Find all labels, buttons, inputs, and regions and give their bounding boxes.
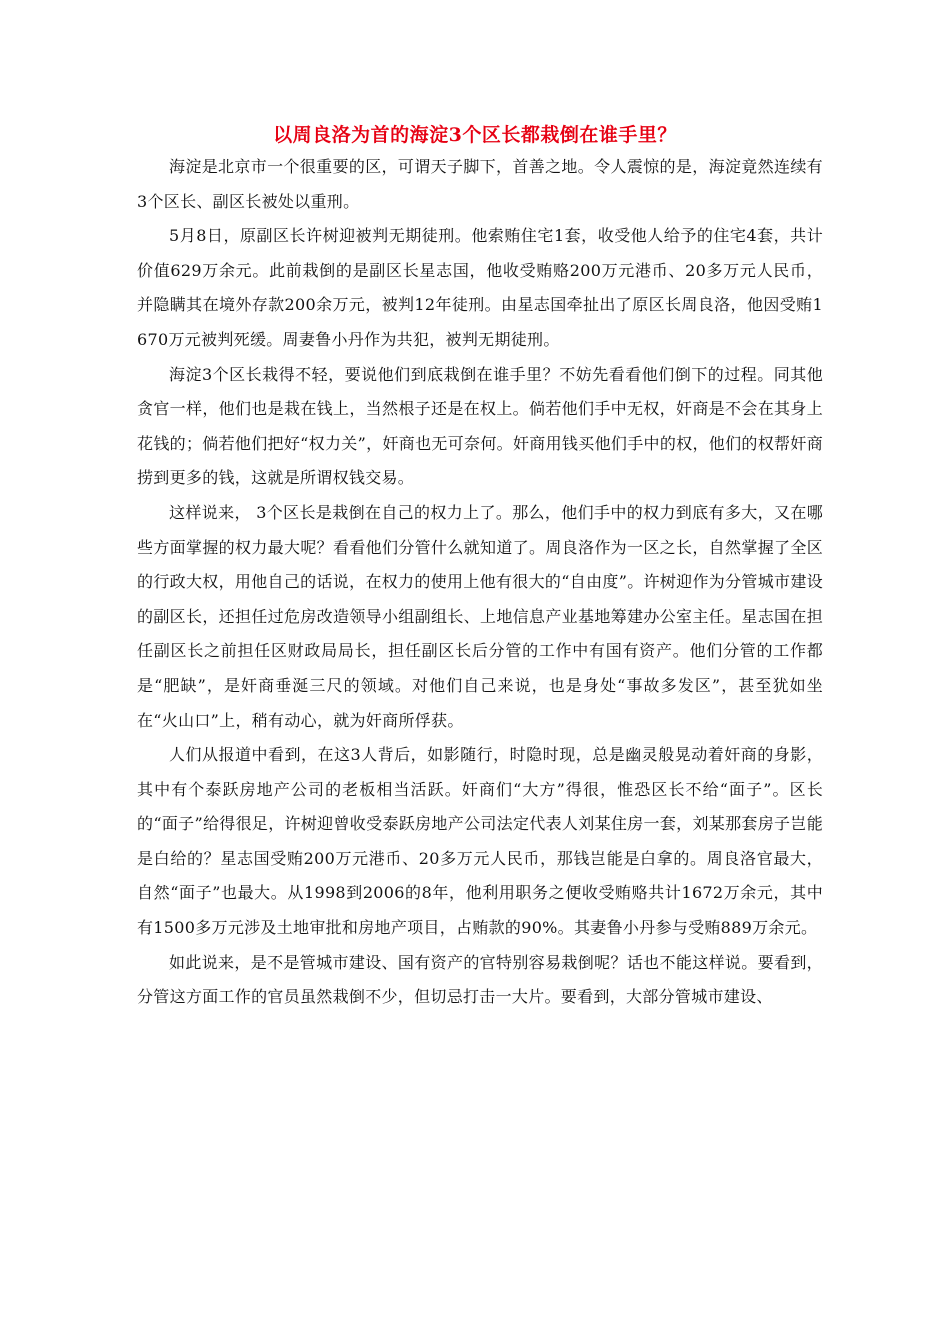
paragraph-5: 人们从报道中看到，在这3人背后，如影随行，时隐时现，总是幽灵般晃动着奸商的身影，其中有个泰跃房地产公司的老板相当活跃。奸商们“大方”得很，惟恐区长不给“面子”。区长的“面子”给得很足，许树迎曾收受泰跃房地产公司法定代表人刘某住房一套，刘某那套房子岂能是白给的？星志国受贿200万元港币、20多万元人民币，那钱岂能是白拿的。周良洛官最大，自然“面子”也最大。从1998到2006的8年，他利用职务之便收受贿赂共计1672万余元，其中有1500多万元涉及土地审批和房地产项目，占贿款的90%。其妻鲁小丹参与受贿889万余元。 xyxy=(137,745,823,938)
paragraph-1: 海淀是北京市一个很重要的区，可谓天子脚下，首善之地。令人震惊的是，海淀竟然连续有3个区长、副区长被处以重刑。 xyxy=(137,157,823,211)
paragraph-3: 海淀3个区长栽得不轻，要说他们到底栽倒在谁手里？不妨先看看他们倒下的过程。同其他贪官一样，他们也是栽在钱上，当然根子还是在权上。倘若他们手中无权，奸商是不会在其身上花钱的；倘若他们把好“权力关”，奸商也无可奈何。奸商用钱买他们手中的权，他们的权帮奸商捞到更多的钱，这就是所谓权钱交易。 xyxy=(137,364,823,488)
paragraph-2: 5月8日，原副区长许树迎被判无期徒刑。他索贿住宅1套，收受他人给予的住宅4套，共计价值629万余元。此前栽倒的是副区长星志国，他收受贿赂200万元港币、20多万元人民币，并隐瞒其在境外存款200余万元，被判12年徒刑。由星志国牵扯出了原区长周良洛，他因受贿1670万元被判死缓。周妻鲁小丹作为共犯，被判无期徒刑。 xyxy=(137,226,823,349)
document-body xyxy=(137,150,823,1015)
document-title: 以周良洛为首的海淀3个区长都栽倒在谁手里？ xyxy=(273,124,677,146)
paragraph-6: 如此说来，是不是管城市建设、国有资产的官特别容易栽倒呢？话也不能这样说。要看到，分管这方面工作的官员虽然栽倒不少，但切忌打击一大片。要看到，大部分管城市建设、 xyxy=(137,952,823,1007)
paragraph-4: 这样说来， 3个区长是栽倒在自己的权力上了。那么，他们手中的权力到底有多大，又在哪些方面掌握的权力最大呢？看看他们分管什么就知道了。周良洛作为一区之长，自然掌握了全区的行政大权，用他自己的话说，在权力的使用上他有很大的“自由度”。许树迎作为分管城市建设的副区长，还担任过危房改造领导小组副组长、上地信息产业基地筹建办公室主任。星志国在担任副区长之前担任区财政局局长，担任副区长后分管的工作中有国有资产。他们分管的工作都是“肥缺”，是奸商垂涎三尺的领域。对他们自己来说，也是身处“事故多发区”，甚至犹如坐在“火山口”上，稍有动心，就为奸商所俘获。 xyxy=(137,502,823,730)
